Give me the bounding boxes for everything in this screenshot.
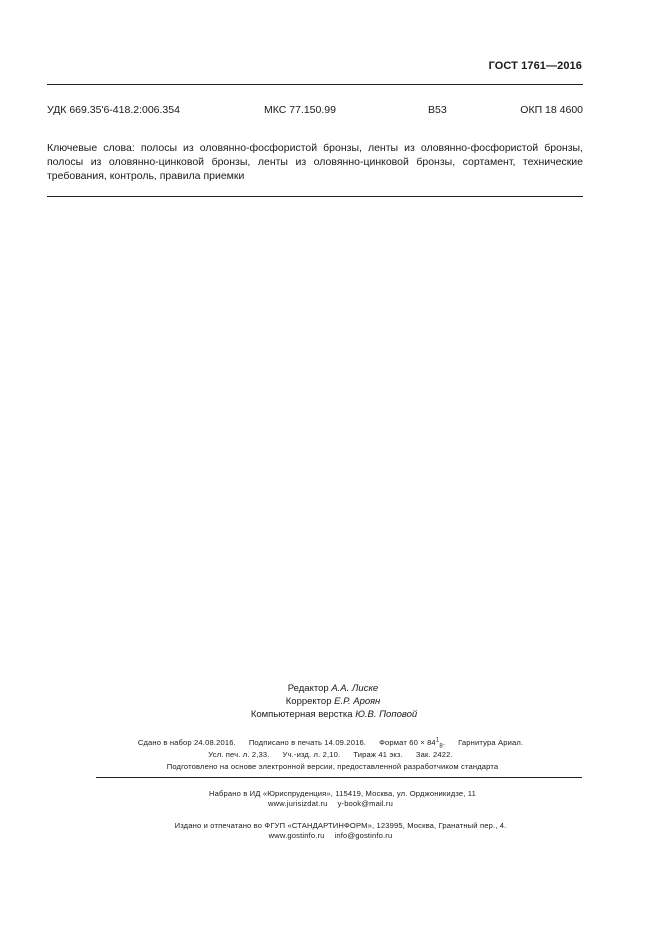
keywords-text: полосы из оловянно-фосфористой бронзы, ленты из оловянно-фосфористой бронзы, полосы из оловянно-цинковой бронзы, ленты из оловянно-цинковой бронзы, сортамент, технические требования, контроль, правила приемки [47, 142, 583, 182]
format-suffix: . [442, 738, 446, 747]
layout-line [0, 708, 661, 721]
editorial-credits [0, 682, 661, 721]
publisher-address: Издано и отпечатано во ФГУП «СТАНДАРТИНФОРМ», 123995, Москва, Гранатный пер., 4. [174, 821, 507, 830]
format-prefix: Формат 60 × 84 [379, 738, 436, 747]
print-info-line-2 [0, 750, 661, 759]
publisher-website: www.gostinfo.ru [268, 831, 325, 840]
prepared-note: Подготовлено на основе электронной версии, предоставленной разработчиком стандарта [166, 762, 499, 771]
print-sheets: Усл. печ. л. 2,33. [208, 750, 270, 759]
classification-row [47, 104, 583, 118]
order-number: Зак. 2422. [415, 750, 453, 759]
header-rule [47, 84, 583, 85]
typeset-address: Набрано в ИД «Юриспруденция», 115419, Москва, ул. Орджоникидзе, 11 [209, 789, 476, 798]
standard-designation: ГОСТ 1761—2016 [488, 60, 582, 72]
editor-name: А.А. Лиске [331, 683, 379, 694]
publisher-email: info@gostinfo.ru [334, 831, 393, 840]
keywords-rule [47, 196, 583, 197]
corrector-line [0, 695, 661, 708]
print-run: Тираж 41 экз. [353, 750, 403, 759]
group-code: В53 [428, 104, 447, 116]
typeset-email: y-book@mail.ru [337, 799, 393, 808]
udk-code: УДК 669.35'6-418.2:006.354 [47, 104, 180, 116]
typeset-website: www.jurisizdat.ru [268, 799, 328, 808]
okp-code: ОКП 18 4600 [520, 104, 583, 116]
editor-role: Редактор [287, 683, 329, 694]
publisher-sheets: Уч.-изд. л. 2,10. [282, 750, 341, 759]
print-info-line-1 [0, 737, 661, 750]
format-numerator: 1 [435, 737, 440, 744]
imprint-rule [96, 777, 582, 778]
typeset-contacts [0, 799, 661, 808]
submitted-date: Сдано в набор 24.08.2016. [137, 738, 236, 747]
editor-line [0, 682, 661, 695]
publisher-contacts [0, 831, 661, 840]
format-denominator: 8 [439, 743, 443, 750]
layout-role: Компьютерная верстка [250, 709, 353, 720]
keywords-paragraph [47, 141, 583, 183]
layout-name: Ю.В. Поповой [355, 709, 418, 720]
mks-code: МКС 77.150.99 [264, 104, 336, 116]
corrector-name: Е.Р. Ароян [334, 696, 381, 707]
typeface: Гарнитура Ариал. [458, 738, 524, 747]
corrector-role: Корректор [285, 696, 332, 707]
paper-format [379, 737, 446, 750]
signed-date: Подписано в печать 14.09.2016. [248, 738, 367, 747]
keywords-label: Ключевые слова: [47, 142, 135, 154]
